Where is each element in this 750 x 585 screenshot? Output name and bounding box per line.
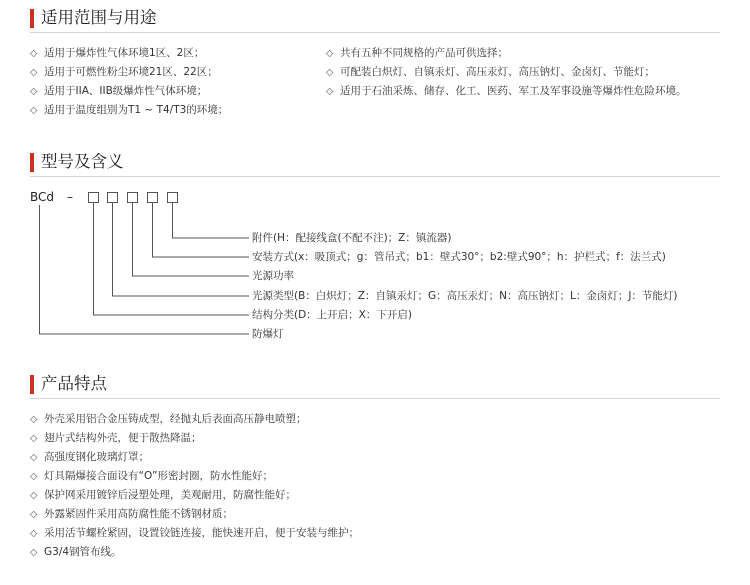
diamond-bullet-icon: ◇ [30, 452, 38, 463]
model-dash: – [67, 190, 73, 204]
model-desc-light-type: 光源类型(B：白炽灯；Z：自镇汞灯；G：高压汞灯；N：高压钠灯；L：金卤灯；J：节能灯) [252, 290, 678, 302]
list-item: ◇ 可配装白炽灯、自镇汞灯、高压汞灯、高压钠灯、金卤灯、节能灯； [326, 64, 655, 81]
diamond-bullet-icon: ◇ [326, 48, 334, 59]
diamond-bullet-icon: ◇ [30, 105, 38, 116]
section-accent-bar [30, 375, 34, 394]
list-item: ◇ 高强度钢化玻璃灯罩； [30, 449, 149, 466]
list-item: ◇ 翅片式结构外壳，便于散热降温； [30, 430, 202, 447]
diamond-bullet-icon: ◇ [30, 490, 38, 501]
list-item: ◇ 适用于IIA、IIB级爆炸性气体环境； [30, 83, 207, 100]
diamond-bullet-icon: ◇ [30, 433, 38, 444]
list-item: ◇ 采用活节螺栓紧固，设置铰链连接，能快速开启，便于安装与维护； [30, 525, 359, 542]
diamond-bullet-icon: ◇ [326, 67, 334, 78]
list-item: ◇ 适用于爆炸性气体环境1区、2区； [30, 45, 204, 62]
model-prefix: BCd [30, 190, 55, 204]
diamond-bullet-icon: ◇ [30, 528, 38, 539]
list-item: ◇ 保护网采用镀锌后浸塑处理，美观耐用，防腐性能好； [30, 487, 296, 504]
diamond-bullet-icon: ◇ [30, 86, 38, 97]
section-title-scope: 适用范围与用途 [41, 8, 157, 27]
list-item: ◇ 适用于温度组别为T1 ~ T4/T3的环境； [30, 102, 228, 119]
section-title-model: 型号及含义 [41, 152, 124, 171]
model-desc-structure: 结构分类(D：上开启；X：下开启) [252, 309, 412, 321]
diamond-bullet-icon: ◇ [30, 509, 38, 520]
list-item: ◇ 适用于可燃性粉尘环境21区、22区； [30, 64, 218, 81]
section-divider [30, 398, 720, 399]
model-desc-product: 防爆灯 [252, 328, 284, 340]
diamond-bullet-icon: ◇ [30, 471, 38, 482]
model-desc-accessory: 附件(H：配接线盒(不配不注)；Z：镇流器) [252, 232, 452, 244]
list-item: ◇ 外壳采用铝合金压铸成型，经抛丸后表面高压静电喷塑； [30, 411, 307, 428]
diamond-bullet-icon: ◇ [30, 547, 38, 558]
list-item: ◇ 共有五种不同规格的产品可供选择； [326, 45, 508, 62]
diamond-bullet-icon: ◇ [30, 414, 38, 425]
list-item: ◇ 灯具隔爆接合面设有“O”形密封圈，防水性能好； [30, 468, 273, 485]
model-desc-mounting: 安装方式(x：吸顶式；g：管吊式；b1：壁式30°；b2:壁式90°；h：护栏式；f：法兰式) [252, 251, 666, 263]
diamond-bullet-icon: ◇ [326, 86, 334, 97]
section-header-features [30, 372, 720, 396]
diamond-bullet-icon: ◇ [30, 48, 38, 59]
list-item: ◇ 外露紧固件采用高防腐性能不锈钢材质； [30, 506, 233, 523]
section-title-features: 产品特点 [41, 374, 107, 393]
model-desc-power: 光源功率 [252, 270, 294, 282]
diamond-bullet-icon: ◇ [30, 67, 38, 78]
list-item: ◇ 适用于石油采炼、储存、化工、医药、军工及军事设施等爆炸性危险环境。 [326, 83, 687, 100]
list-item: ◇ G3/4钢管布线。 [30, 544, 122, 561]
